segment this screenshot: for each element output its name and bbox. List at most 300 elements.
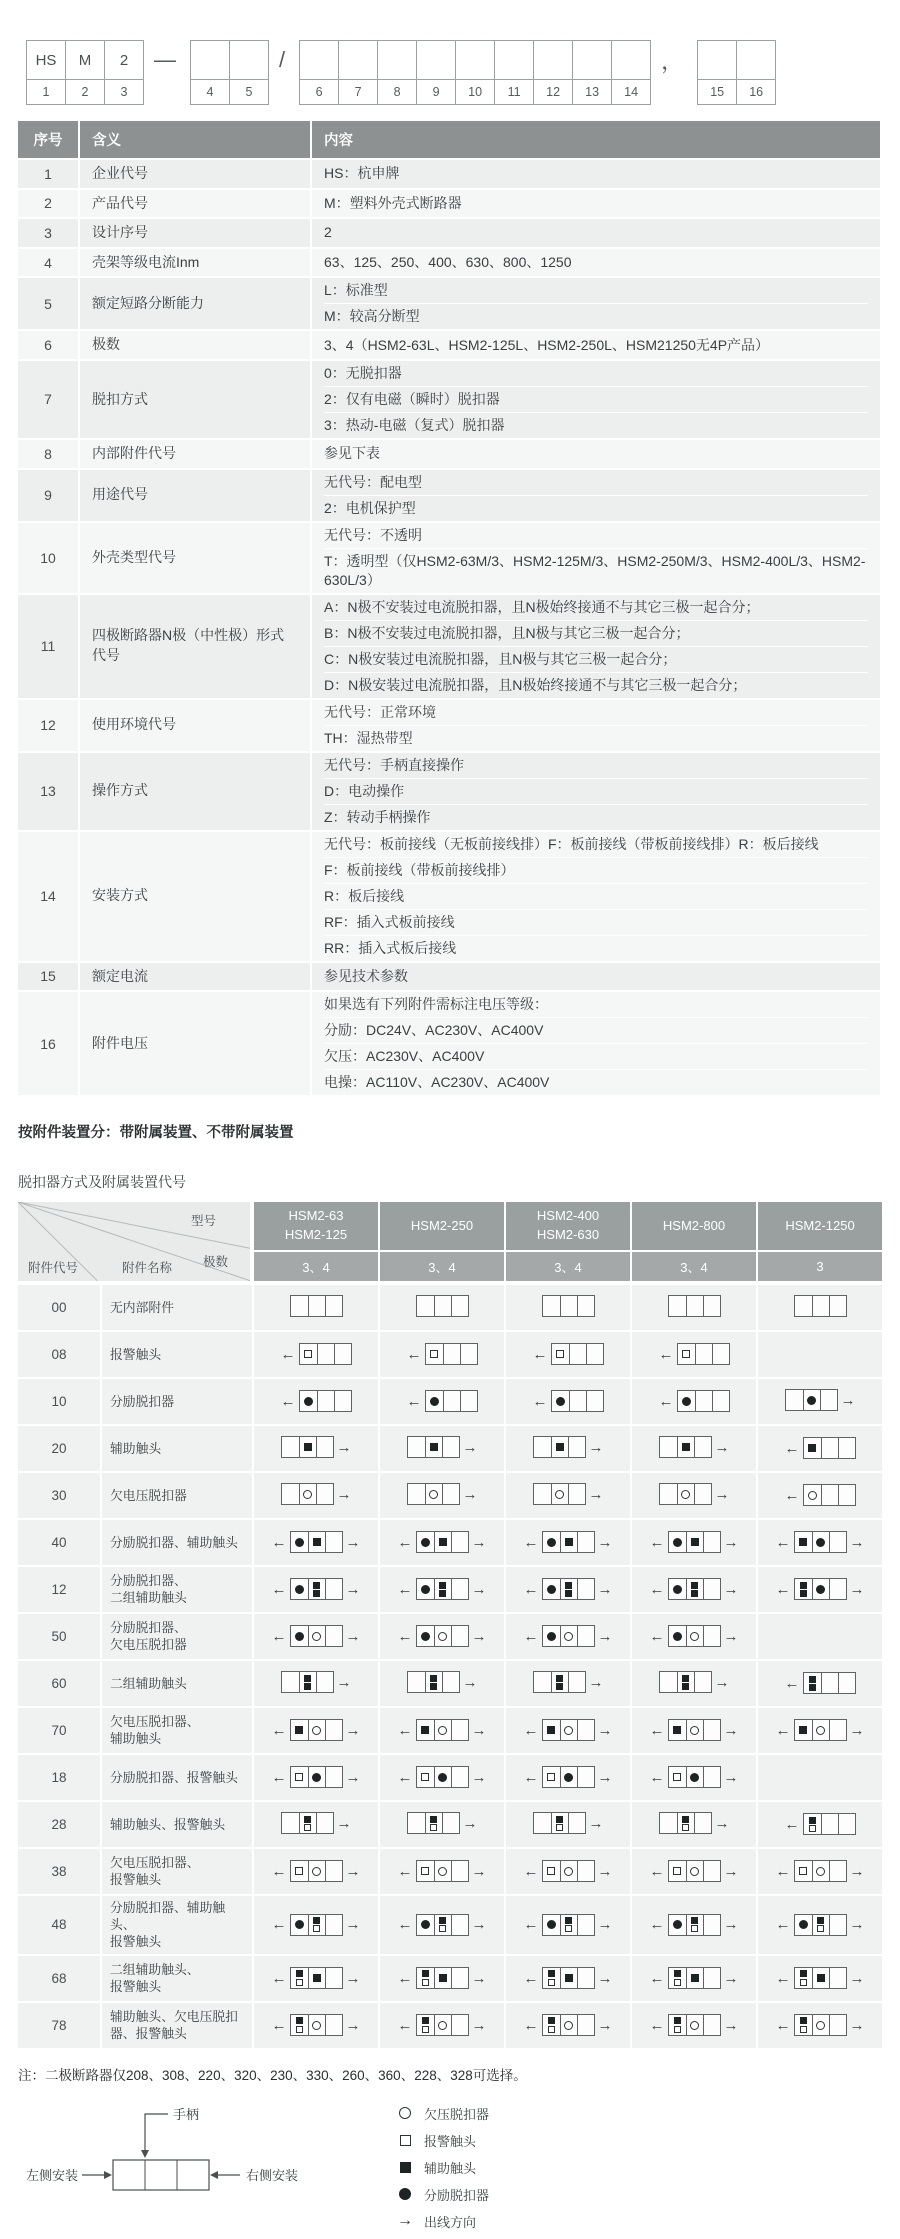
pole-cell	[442, 1672, 459, 1692]
pole-cell	[795, 1532, 812, 1552]
pole-diagram	[524, 1860, 613, 1882]
outgoing-arrow-left: ←	[397, 1768, 413, 1786]
double-aux-symbol	[800, 1582, 807, 1598]
model-name: HSM2-125	[284, 1227, 348, 1242]
spec-cell-meaning: 企业代号	[80, 158, 312, 188]
pole-cell	[434, 1296, 451, 1316]
spec-cell-content	[312, 158, 882, 188]
diagram-cell	[378, 1283, 504, 1330]
pole-count: 3、4	[252, 1252, 378, 1283]
outgoing-arrow-left: ←	[649, 1969, 665, 1987]
breaker-box	[416, 1719, 469, 1741]
outgoing-arrow-right: →	[849, 1533, 865, 1551]
pole-cell	[434, 1915, 451, 1935]
pole-count: 3、4	[630, 1252, 756, 1283]
pole-diagram	[776, 1531, 865, 1553]
spec-row	[18, 521, 882, 593]
spec-row	[18, 217, 882, 247]
pole-cell	[804, 1814, 821, 1834]
code-unit	[338, 40, 378, 105]
classification-note: 按附件装置分：带附属装置、不带附属装置	[18, 1125, 294, 1142]
diagram-cell	[504, 1753, 630, 1800]
spec-cell-no: 16	[18, 990, 80, 1095]
attachment-name-line: 辅助触头、报警触头	[110, 1816, 226, 1832]
pole-cell	[325, 1626, 342, 1646]
spec-row	[18, 158, 882, 188]
legend-item	[396, 2158, 489, 2177]
attachment-code: 00	[18, 1283, 100, 1330]
pole-diagram	[407, 1812, 478, 1834]
aux-contact-symbol	[313, 1538, 321, 1546]
attachment-row	[18, 2001, 882, 2048]
spec-header-meaning: 含义	[80, 121, 312, 158]
pole-cell	[686, 1626, 703, 1646]
aux-contact-symbol	[295, 1726, 303, 1734]
code-position-number: 1	[26, 80, 66, 105]
outgoing-arrow-right: →	[597, 1768, 613, 1786]
pole-cell	[300, 1391, 317, 1411]
code-position-number: 5	[229, 80, 269, 105]
pole-diagram	[533, 1343, 604, 1365]
diagram-cell	[630, 1612, 756, 1659]
attachment-name	[100, 2001, 252, 2048]
outgoing-arrow-left: ←	[784, 1674, 800, 1692]
aux-contact-symbol	[565, 1974, 573, 1982]
diagram-cell	[252, 1424, 378, 1471]
diagram-cell	[378, 1330, 504, 1377]
breaker-box	[668, 1766, 721, 1788]
outgoing-arrow-right: →	[714, 1485, 730, 1503]
shunt-release-symbol	[816, 1585, 825, 1594]
alarm-contact-symbol	[817, 1925, 824, 1932]
code-unit	[572, 40, 612, 105]
aux-contact-symbol	[799, 1538, 807, 1546]
aux-contact-symbol	[304, 1675, 311, 1682]
code-position-number: 13	[572, 80, 612, 105]
code-box: 2	[104, 40, 144, 80]
diagram-cell	[756, 1424, 882, 1471]
aux-contact-symbol	[439, 1582, 446, 1589]
pole-cell	[325, 1296, 342, 1316]
pole-cell	[686, 1915, 703, 1935]
code-position-number: 14	[611, 80, 651, 105]
spec-row	[18, 593, 882, 698]
attachment-table	[18, 1202, 882, 2047]
aux-alarm-symbol	[674, 1970, 681, 1986]
aux-contact-symbol	[422, 2017, 429, 2024]
pole-cell	[560, 1915, 577, 1935]
diagram-cell	[756, 1706, 882, 1753]
outgoing-arrow-left: ←	[271, 1627, 287, 1645]
pole-cell	[308, 1968, 325, 1988]
outgoing-arrow-left: ←	[397, 1533, 413, 1551]
model-name: HSM2-63	[288, 1208, 344, 1224]
spec-cell-no: 2	[18, 188, 80, 218]
outgoing-arrow-right: →	[471, 1580, 487, 1598]
outgoing-arrow-left: ←	[775, 1721, 791, 1739]
diagram-cell	[252, 1471, 378, 1518]
aux-contact-symbol	[674, 2017, 681, 2024]
aux-contact-symbol	[691, 1590, 698, 1597]
outgoing-arrow-right: →	[588, 1485, 604, 1503]
aux-contact-symbol	[565, 1590, 572, 1597]
code-unit	[26, 40, 66, 105]
pole-diagram	[659, 1671, 730, 1693]
diagram-cell	[756, 1753, 882, 1800]
breaker-box	[794, 1531, 847, 1553]
alarm-contact-symbol	[800, 2026, 807, 2033]
diagram-cell	[630, 1800, 756, 1847]
pole-cell	[803, 1390, 820, 1410]
outgoing-arrow-right: →	[336, 1485, 352, 1503]
pole-diagram	[272, 1578, 361, 1600]
pole-cell	[795, 1861, 812, 1881]
pole-cell	[543, 2015, 560, 2035]
installation-diagram	[18, 2098, 348, 2210]
aux-contact-symbol	[313, 1917, 320, 1924]
spec-content-line: 欠压：AC230V、AC400V	[324, 1043, 868, 1069]
pole-cell	[829, 2015, 846, 2035]
pole-cell	[577, 1968, 594, 1988]
pole-diagram	[407, 1343, 478, 1365]
pole-cell	[686, 1532, 703, 1552]
spec-content-line: 2：电机保护型	[324, 495, 868, 521]
pole-cell	[678, 1391, 695, 1411]
pole-cell	[417, 1767, 434, 1787]
outgoing-arrow-right: →	[723, 1533, 739, 1551]
alarm-contact-symbol	[421, 1867, 429, 1875]
diagram-cell	[630, 1377, 756, 1424]
pole-diagram	[524, 1625, 613, 1647]
pole-cell	[694, 1813, 711, 1833]
pole-cell	[291, 2015, 308, 2035]
pole-cell	[660, 1484, 677, 1504]
attachment-name-line: 分励脱扣器	[110, 1393, 174, 1409]
undervoltage-release-symbol	[690, 1632, 699, 1641]
code-position-number: 11	[494, 80, 534, 105]
pole-cell	[821, 1438, 838, 1458]
attachment-name-line: 欠电压脱扣器、	[110, 1714, 200, 1730]
attachment-name	[100, 1894, 252, 1954]
attachment-table-title: 脱扣器方式及附属装置代号	[18, 1174, 186, 1191]
pole-cell	[829, 1968, 846, 1988]
model-name: HSM2-250	[410, 1217, 474, 1233]
spec-content-line: 无代号：不透明	[324, 526, 422, 543]
diagram-cell	[756, 1894, 882, 1954]
spec-cell-no: 5	[18, 276, 80, 329]
diagram-cell	[378, 1518, 504, 1565]
attachment-name-line: 欠电压脱扣器	[110, 1637, 187, 1653]
breaker-box	[416, 1967, 469, 1989]
spec-cell-content	[312, 359, 882, 438]
pole-cell	[812, 1968, 829, 1988]
aux-alarm-symbol	[548, 2017, 555, 2033]
attachment-name	[100, 1612, 252, 1659]
spec-cell-meaning: 内部附件代号	[80, 438, 312, 468]
attachment-code: 48	[18, 1894, 100, 1954]
attachment-code: 60	[18, 1659, 100, 1706]
alarm-contact-symbol	[682, 1350, 690, 1358]
diagram-cell	[630, 1894, 756, 1954]
aux-contact-symbol	[800, 1590, 807, 1597]
attachment-name	[100, 1283, 252, 1330]
diagram-cell	[378, 1659, 504, 1706]
alarm-contact-symbol	[565, 1925, 572, 1932]
pole-cell	[551, 1437, 568, 1457]
pole-cell	[434, 1720, 451, 1740]
pole-diagram	[650, 1914, 739, 1936]
diagram-cell	[252, 1753, 378, 1800]
spec-cell-no: 3	[18, 217, 80, 247]
pole-cell	[408, 1813, 425, 1833]
pole-cell	[443, 1344, 460, 1364]
double-aux-symbol	[556, 1675, 563, 1691]
diagram-cell	[756, 1377, 882, 1424]
pole-diagram	[398, 1766, 487, 1788]
diagram-cell	[378, 1377, 504, 1424]
legend-label: 报警触头	[424, 2133, 477, 2149]
breaker-box	[794, 2014, 847, 2036]
spec-table-header	[18, 121, 882, 158]
breaker-box	[794, 1578, 847, 1600]
breaker-box	[794, 1914, 847, 1936]
code-group	[299, 40, 651, 105]
pole-cell	[417, 1532, 434, 1552]
diagram-cell	[756, 1954, 882, 2001]
pole-diagram	[272, 1860, 361, 1882]
outgoing-arrow-left: ←	[658, 1345, 674, 1363]
outgoing-arrow-left: ←	[397, 2016, 413, 2034]
pole-cell	[299, 1484, 316, 1504]
breaker-box	[416, 2014, 469, 2036]
pole-diagram	[272, 2014, 361, 2036]
pole-cell	[417, 1579, 434, 1599]
corner-label-poles: 极数	[202, 1255, 228, 1270]
pole-cell	[786, 1390, 803, 1410]
aux-contact-symbol	[808, 1444, 816, 1452]
breaker-box	[533, 1812, 586, 1834]
diagram-cell	[504, 1518, 630, 1565]
spec-cell-no: 9	[18, 468, 80, 521]
pole-cell	[451, 2015, 468, 2035]
legend-item	[396, 2212, 489, 2231]
outgoing-arrow-right: →	[597, 1916, 613, 1934]
pole-diagram	[776, 1719, 865, 1741]
attachment-code: 50	[18, 1612, 100, 1659]
aux-alarm-symbol	[809, 1817, 816, 1833]
pole-cell	[308, 1579, 325, 1599]
pole-cell	[417, 1626, 434, 1646]
spec-row	[18, 961, 882, 991]
pole-cell	[568, 1813, 585, 1833]
breaker-box	[668, 1860, 721, 1882]
pole-cell	[669, 1579, 686, 1599]
breaker-box	[290, 1531, 343, 1553]
pole-cell	[695, 1391, 712, 1411]
diagram-cell	[630, 1518, 756, 1565]
uv-glyph	[399, 2107, 411, 2119]
diagram-cell	[252, 2001, 378, 2048]
spec-cell-content	[312, 751, 882, 830]
pole-cell	[316, 1813, 333, 1833]
pole-cell	[568, 1672, 585, 1692]
aux-alarm-symbol	[422, 1970, 429, 1986]
pole-cell	[804, 1438, 821, 1458]
spec-cell-content	[312, 188, 882, 218]
attachment-name-line: 辅助触头	[110, 1731, 162, 1747]
diagram-cell	[504, 1377, 630, 1424]
outgoing-arrow-left: ←	[649, 1580, 665, 1598]
aux-contact-symbol	[439, 1974, 447, 1982]
pole-diagram	[281, 1483, 352, 1505]
attachment-name-line: 二组辅助触头	[110, 1675, 187, 1691]
aux-alarm-symbol	[296, 2017, 303, 2033]
spec-content-line: 3、4（HSM2-63L、HSM2-125L、HSM2-250L、HSM21250无4P产品）	[324, 336, 770, 353]
aux-contact-symbol	[691, 1538, 699, 1546]
pole-cell	[534, 1813, 551, 1833]
undervoltage-release-symbol	[438, 1632, 447, 1641]
legend-item	[396, 2131, 489, 2150]
breaker-box	[533, 1436, 586, 1458]
spec-cell-content	[312, 961, 882, 991]
outgoing-arrow-right: →	[336, 1673, 352, 1691]
attachment-name	[100, 1800, 252, 1847]
aux-contact-symbol	[809, 1676, 816, 1683]
attachment-row	[18, 1847, 882, 1894]
pole-cell	[308, 1296, 325, 1316]
aux-contact-symbol	[430, 1675, 437, 1682]
diagram-cell	[630, 1954, 756, 2001]
legend-ax-symbol	[396, 2162, 414, 2173]
aux-alarm-symbol	[548, 1970, 555, 1986]
outgoing-arrow-right: →	[462, 1673, 478, 1691]
outgoing-arrow-right: →	[345, 1916, 361, 1934]
pole-cell	[677, 1437, 694, 1457]
shunt-release-symbol	[312, 1773, 321, 1782]
code-position-number: 15	[697, 80, 737, 105]
breaker-box	[668, 1295, 721, 1317]
outgoing-arrow-left: ←	[523, 2016, 539, 2034]
legend-label: 欠压脱扣器	[424, 2106, 490, 2122]
spec-row	[18, 468, 882, 521]
code-box	[377, 40, 417, 80]
attachment-name-line: 辅助触头、欠电压脱扣	[110, 2008, 238, 2024]
aux-contact-symbol	[565, 1538, 573, 1546]
diagram-cell	[756, 1847, 882, 1894]
pole-cell	[694, 1672, 711, 1692]
aux-alarm-symbol	[800, 2017, 807, 2033]
outgoing-arrow-left: ←	[397, 1916, 413, 1934]
breaker-box	[551, 1390, 604, 1412]
outgoing-arrow-right: →	[714, 1673, 730, 1691]
attachment-code: 70	[18, 1706, 100, 1753]
pole-diagram	[542, 1295, 595, 1317]
spec-cell-meaning: 壳架等级电流Inm	[80, 247, 312, 277]
diagram-cell	[504, 1565, 630, 1612]
outgoing-arrow-right: →	[588, 1438, 604, 1456]
spec-cell-no: 13	[18, 751, 80, 830]
breaker-box	[290, 1860, 343, 1882]
pole-cell	[425, 1672, 442, 1692]
alarm-contact-symbol	[304, 1824, 311, 1831]
code-separator: ，	[661, 48, 684, 74]
pole-cell	[812, 2015, 829, 2035]
diagram-cell	[756, 2001, 882, 2048]
model-header	[252, 1202, 378, 1252]
pole-diagram	[281, 1812, 352, 1834]
attachment-row	[18, 1753, 882, 1800]
outgoing-arrow-right: →	[462, 1814, 478, 1832]
aux-contact-symbol	[556, 1443, 564, 1451]
outgoing-arrow-right: →	[714, 1814, 730, 1832]
pole-cell	[577, 1579, 594, 1599]
spec-header-content: 内容	[312, 121, 882, 158]
pole-cell	[434, 1968, 451, 1988]
spec-row	[18, 359, 882, 438]
aux-contact-symbol	[799, 1726, 807, 1734]
double-aux-symbol	[565, 1582, 572, 1598]
attachment-code: 38	[18, 1847, 100, 1894]
spec-cell-meaning: 设计序号	[80, 217, 312, 247]
spec-content-line: 3：热动-电磁（复式）脱扣器	[324, 412, 868, 438]
attachment-code: 30	[18, 1471, 100, 1518]
attachment-code: 08	[18, 1330, 100, 1377]
pole-diagram	[524, 1719, 613, 1741]
undervoltage-release-symbol	[681, 1490, 690, 1499]
breaker-box	[281, 1483, 334, 1505]
aux-contact-symbol	[673, 1726, 681, 1734]
pole-diagram	[650, 1860, 739, 1882]
outgoing-arrow-right: →	[462, 1485, 478, 1503]
shunt-release-symbol	[673, 1585, 682, 1594]
spec-cell-content	[312, 990, 882, 1095]
pole-cell	[543, 1296, 560, 1316]
pole-cell	[543, 1626, 560, 1646]
shunt-release-symbol	[421, 1632, 430, 1641]
code-group	[697, 40, 776, 105]
spec-cell-no: 15	[18, 961, 80, 991]
aux-contact-symbol	[547, 1726, 555, 1734]
alarm-contact-symbol	[674, 2026, 681, 2033]
attachment-name	[100, 1471, 252, 1518]
pole-cell	[282, 1484, 299, 1504]
pole-cell	[560, 1861, 577, 1881]
outgoing-arrow-right: →	[597, 1862, 613, 1880]
pole-cell	[325, 1767, 342, 1787]
aux-contact-symbol	[800, 1970, 807, 1977]
pole-cell	[560, 1968, 577, 1988]
pole-cell	[677, 1672, 694, 1692]
breaker-box	[803, 1813, 856, 1835]
code-box	[611, 40, 651, 80]
breaker-box	[659, 1483, 712, 1505]
spec-content-line: Z：转动手柄操作	[324, 804, 868, 830]
attachment-name	[100, 1424, 252, 1471]
code-box	[299, 40, 339, 80]
alarm-contact-symbol	[430, 1350, 438, 1358]
diagram-cell	[252, 1518, 378, 1565]
pole-count: 3、4	[504, 1252, 630, 1283]
pole-cell	[669, 1626, 686, 1646]
aux-alarm-symbol	[674, 2017, 681, 2033]
shunt-release-symbol	[421, 1920, 430, 1929]
pole-cell	[569, 1344, 586, 1364]
attachment-name-line: 无内部附件	[110, 1299, 174, 1315]
pole-diagram	[407, 1483, 478, 1505]
breaker-box	[290, 1766, 343, 1788]
pole-cell	[812, 1861, 829, 1881]
breaker-box	[290, 1967, 343, 1989]
